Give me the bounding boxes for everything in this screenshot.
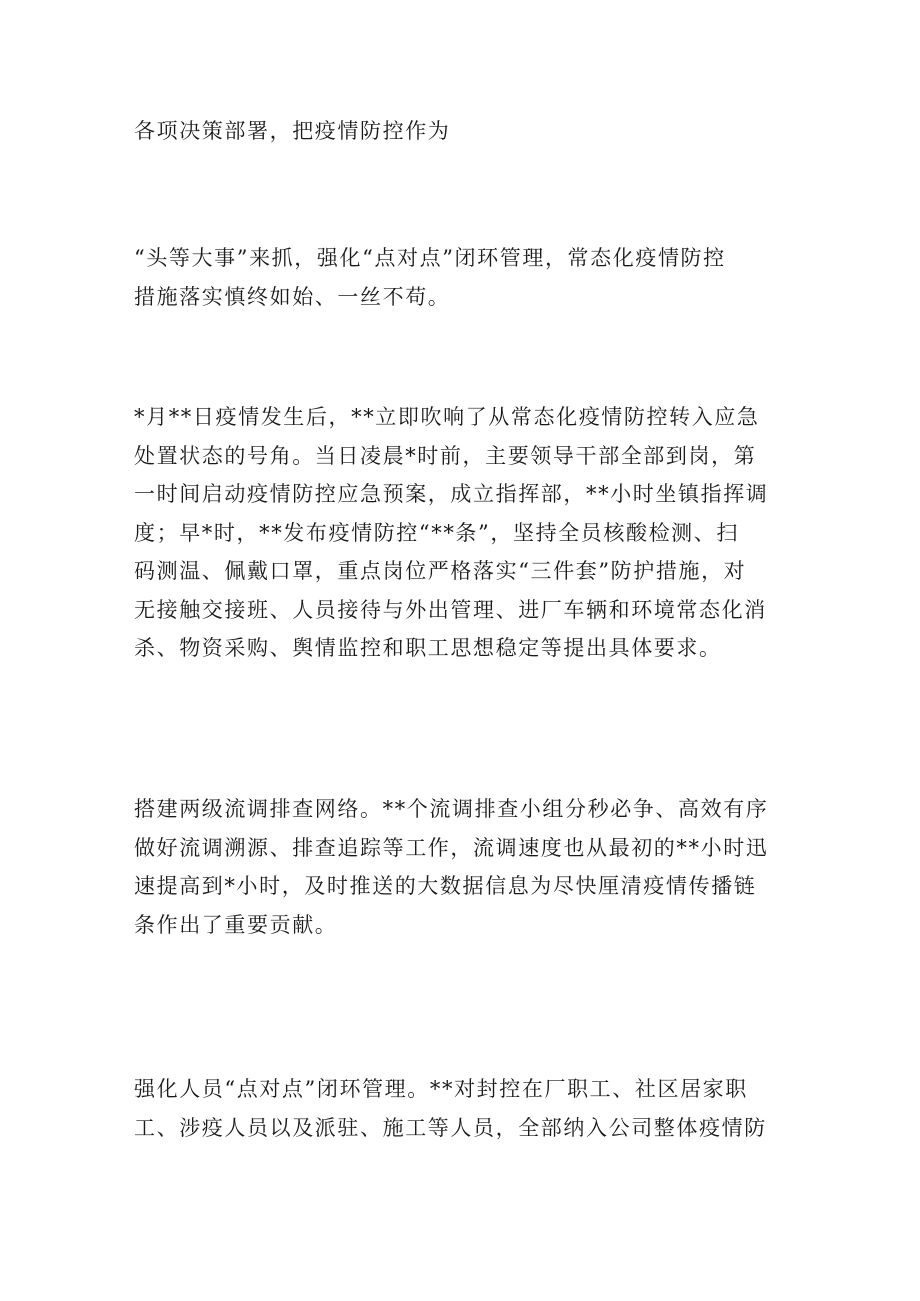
- text-line: 搭建两级流调排查网络。**个流调排查小组分秒必争、高效有序: [134, 797, 769, 821]
- text-line: 码测温、佩戴口罩，重点岗位严格落实“三件套”防护措施，对: [134, 559, 747, 583]
- paragraph-5: [134, 1070, 794, 1147]
- paragraph-2: [134, 239, 794, 316]
- text-line: 处置状态的号角。当日凌晨*时前，主要领导干部全部到岗，第: [134, 443, 757, 468]
- paragraph-3: [134, 398, 794, 668]
- text-line: 条作出了重要贡献。: [134, 912, 338, 937]
- text-line: 速提高到*小时，及时推送的大数据信息为尽快厘清疫情传播链: [134, 874, 757, 898]
- paragraph-4: [134, 790, 794, 944]
- text-line: 一时间启动疫情防控应急预案，成立指挥部，**小时坐镇指挥调: [134, 482, 769, 506]
- text-line: 做好流调溯源、排查追踪等工作，流调速度也从最初的**小时迅: [134, 835, 769, 860]
- text-line: 强化人员“点对点”闭环管理。**对封控在厂职工、社区居家职: [134, 1077, 748, 1101]
- text-line: 度；早*时，**发布疫情防控“**条”，坚持全员核酸检测、扫: [134, 520, 739, 545]
- text-line: 杀、物资采购、舆情监控和职工思想稳定等提出具体要求。: [134, 636, 722, 660]
- text-line: 无接触交接班、人员接待与外出管理、进厂车辆和环境常态化消: [134, 597, 767, 622]
- text-line: 措施落实慎终如始、一丝不苟。: [134, 284, 451, 309]
- text-line: “头等大事”来抓，强化“点对点”闭环管理，常态化疫情防控: [134, 246, 726, 270]
- text-line: *月**日疫情发生后，**立即吹响了从常态化疫情防控转入应急: [134, 405, 760, 429]
- text-line: 各项决策部署，把疫情防控作为: [134, 119, 451, 143]
- text-line: 工、涉疫人员以及派驻、施工等人员，全部纳入公司整体疫情防: [134, 1115, 767, 1140]
- paragraph-1: [134, 112, 794, 151]
